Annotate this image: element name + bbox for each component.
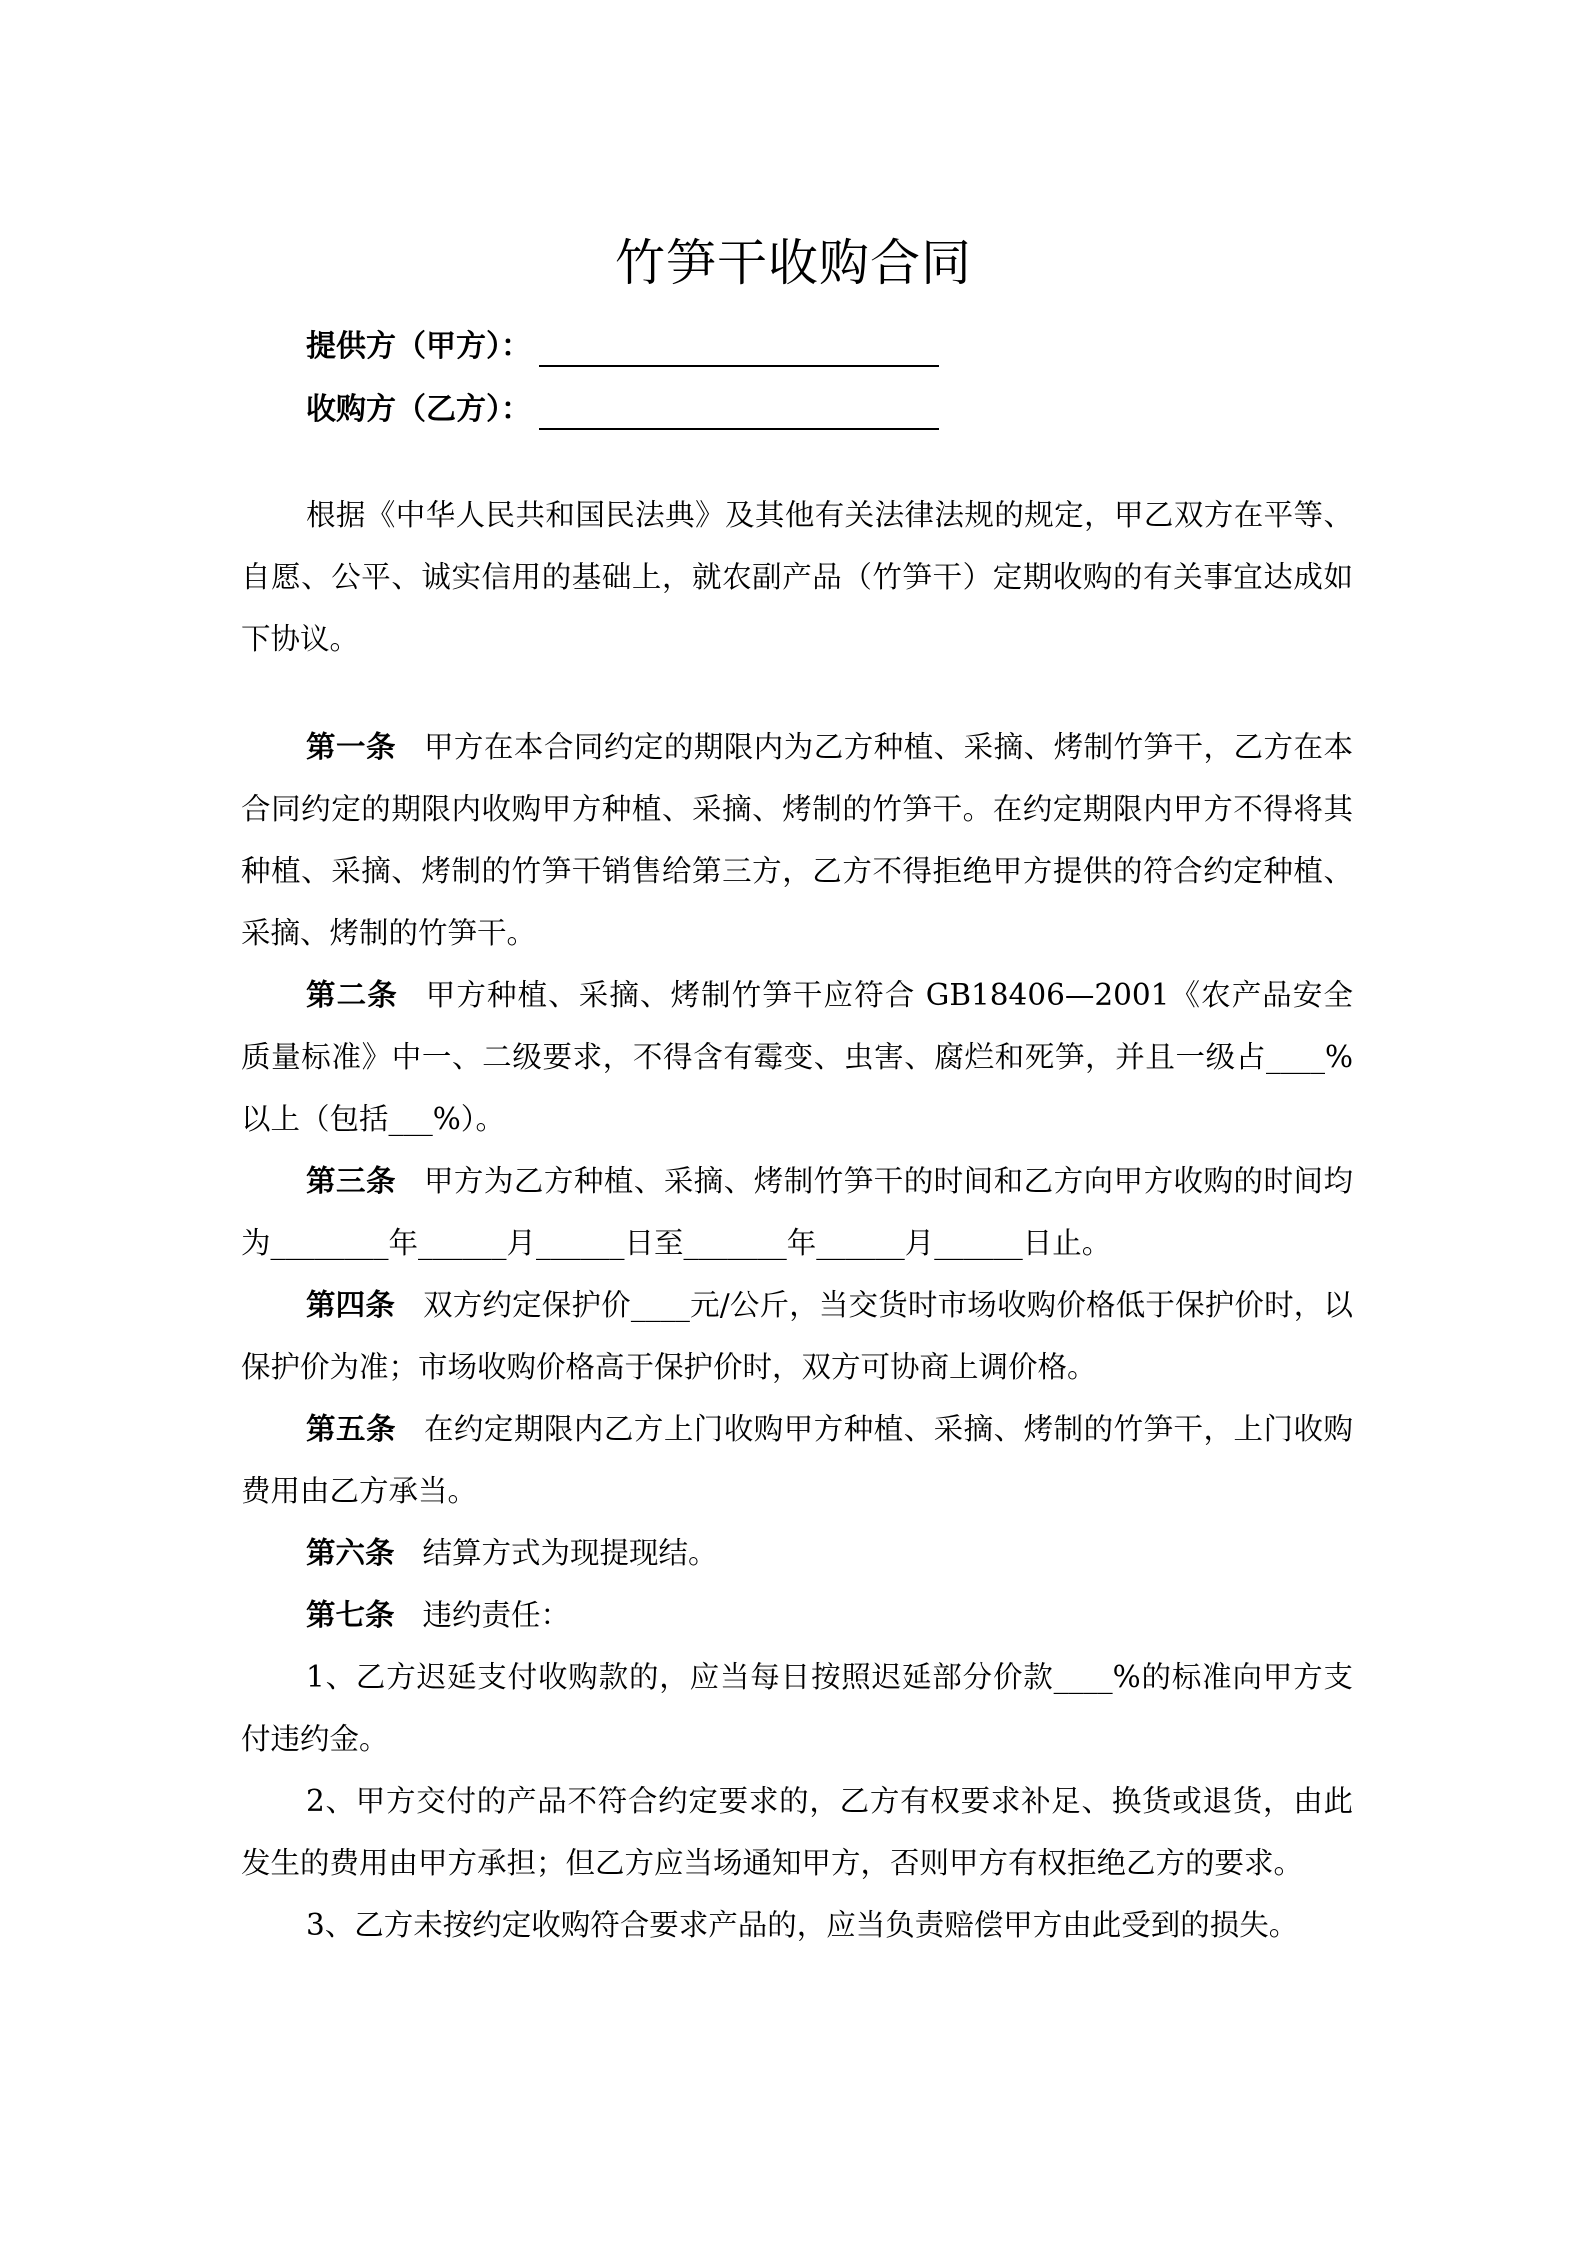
article-1-label: 第一条 xyxy=(306,729,396,764)
clause-2: 2、甲方交付的产品不符合约定要求的，乙方有权要求补足、换货或退货，由此发生的费用由甲方承担；但乙方应当场通知甲方，否则甲方有权拒绝乙方的要求。 xyxy=(241,1784,1353,1880)
article-5-text: 在约定期限内乙方上门收购甲方种植、采摘、烤制的竹笋干，上门收购费用由乙方承当。 xyxy=(241,1412,1353,1508)
article-2-text: 甲方种植、采摘、烤制竹笋干应符合 GB18406—2001《农产品安全质量标准》中一、二级要求，不得含有霉变、虫害、腐烂和死笋，并且一级占____%以上（包括___%）。 xyxy=(241,978,1353,1136)
party-a-label: 提供方（甲方）： xyxy=(306,329,531,364)
article-1-text: 甲方在本合同约定的期限内为乙方种植、采摘、烤制竹笋干，乙方在本合同约定的期限内收购甲方种植、采摘、烤制的竹笋干。在约定期限内甲方不得将其种植、采摘、烤制的竹笋干销售给第三方，乙方不得拒绝甲方提供的符合约定种植、采摘、烤制的竹笋干。 xyxy=(241,730,1353,950)
article-3-text: 甲方为乙方种植、采摘、烤制竹笋干的时间和乙方向甲方收购的时间均为________年______月______日至_______年______月______日止。 xyxy=(241,1164,1353,1260)
article-6-text: 结算方式为现提现结。 xyxy=(422,1536,718,1570)
party-b-label: 收购方（乙方）： xyxy=(306,392,531,427)
article-4-label: 第四条 xyxy=(306,1287,396,1322)
party-a-blank xyxy=(539,335,939,367)
party-a-line xyxy=(306,327,939,367)
article-2 xyxy=(241,964,1353,1150)
article-7 xyxy=(241,1584,1353,1646)
article-1 xyxy=(241,716,1353,964)
article-7-label: 第七条 xyxy=(306,1597,395,1632)
clause-3: 3、乙方未按约定收购符合要求产品的，应当负责赔偿甲方由此受到的损失。 xyxy=(306,1908,1299,1942)
article-4-text: 双方约定保护价____元/公斤，当交货时市场收购价格低于保护价时，以保护价为准；市场收购价格高于保护价时，双方可协商上调价格。 xyxy=(241,1288,1353,1384)
article-3 xyxy=(241,1150,1353,1274)
party-b-blank xyxy=(539,398,939,430)
article-7-text: 违约责任： xyxy=(422,1598,571,1632)
party-b-line xyxy=(306,390,939,430)
clause-1: 1、乙方迟延支付收购款的，应当每日按照迟延部分价款____%的标准向甲方支付违约金。 xyxy=(241,1660,1353,1756)
article-5-label: 第五条 xyxy=(306,1411,396,1446)
intro-paragraph: 根据《中华人民共和国民法典》及其他有关法律法规的规定，甲乙双方在平等、自愿、公平、诚实信用的基础上，就农副产品（竹笋干）定期收购的有关事宜达成如下协议。 xyxy=(241,498,1353,656)
article-6-label: 第六条 xyxy=(306,1535,395,1570)
article-6 xyxy=(241,1522,1353,1584)
article-3-label: 第三条 xyxy=(306,1163,396,1198)
article-2-label: 第二条 xyxy=(306,977,398,1012)
intro-section xyxy=(241,484,1353,670)
articles-section xyxy=(241,716,1353,1956)
article-4 xyxy=(241,1274,1353,1398)
document-title: 竹笋干收购合同 xyxy=(615,234,972,292)
article-5 xyxy=(241,1398,1353,1522)
